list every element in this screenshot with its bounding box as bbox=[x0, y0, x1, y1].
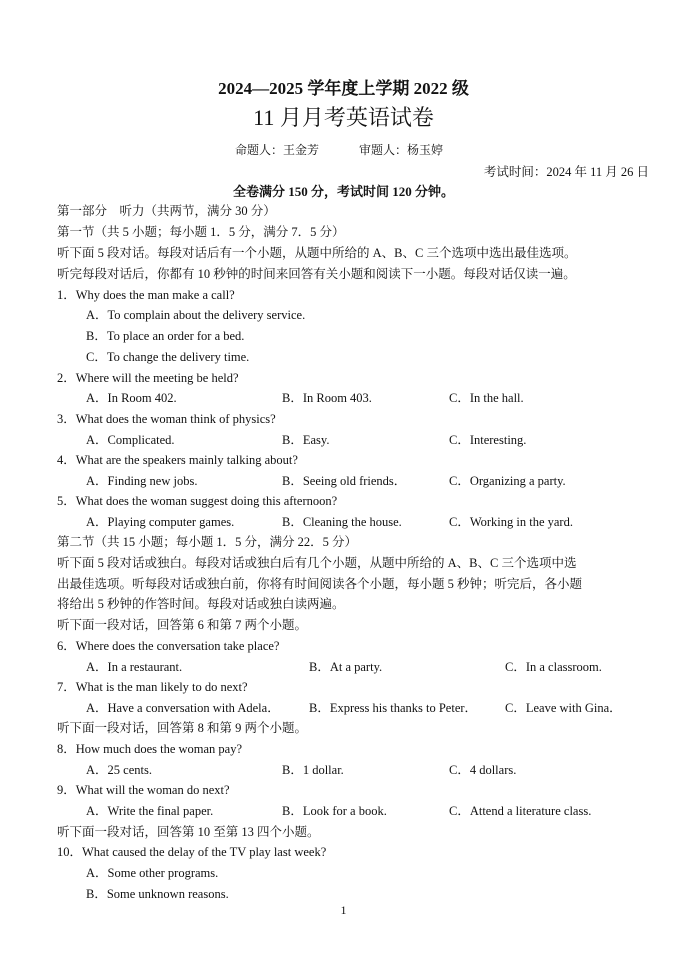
question-10: 10．What caused the delay of the TV play last week? bbox=[57, 845, 327, 859]
q10-option-b: B．Some unknown reasons. bbox=[86, 887, 229, 901]
q5-option-a: A．Playing computer games. bbox=[86, 515, 235, 529]
setter: 命题人：王金芳 bbox=[235, 143, 320, 157]
q9-option-a: A．Write the final paper. bbox=[86, 804, 214, 818]
group-instruction: 听下面一段对话，回答第 10 至第 13 四个小题。 bbox=[57, 825, 320, 839]
section-heading: 第二节（共 15 小题；每小题 1．5 分，满分 22．5 分） bbox=[57, 535, 358, 549]
q2-option-a: A．In Room 402. bbox=[86, 391, 177, 405]
q1-option-a: A．To complain about the delivery service. bbox=[86, 308, 306, 322]
q8-option-a: A．25 cents. bbox=[86, 763, 152, 777]
instructions-line: 听完每段对话后，你都有 10 秒钟的时间来回答有关小题和阅读下一小题。每段对话仅读一遍。 bbox=[57, 267, 576, 281]
q3-option-c: C．Interesting. bbox=[449, 433, 527, 447]
q9-option-c: C．Attend a literature class. bbox=[449, 804, 592, 818]
q1-option-b: B．To place an order for a bed. bbox=[86, 329, 245, 343]
instructions-line: 听下面 5 段对话或独白。每段对话或独白后有几个小题，从题中所给的 A、B、C 三个选项中选 bbox=[57, 556, 577, 570]
group-instruction: 听下面一段对话，回答第 6 和第 7 两个小题。 bbox=[57, 618, 308, 632]
full-score-note: 全卷满分 150 分，考试时间 120 分钟。 bbox=[232, 184, 454, 199]
question-3: 3．What does the woman think of physics? bbox=[57, 412, 276, 426]
section-heading: 第一节（共 5 小题；每小题 1．5 分，满分 7．5 分） bbox=[57, 225, 345, 239]
part-heading: 第一部分 听力（共两节，满分 30 分） bbox=[57, 204, 276, 218]
q9-option-b: B．Look for a book. bbox=[282, 804, 387, 818]
q4-option-a: A．Finding new jobs. bbox=[86, 474, 198, 488]
q6-option-b: B．At a party. bbox=[309, 660, 383, 674]
question-7: 7．What is the man likely to do next? bbox=[57, 680, 248, 694]
question-4: 4．What are the speakers mainly talking about? bbox=[57, 453, 298, 467]
q7-option-c: C．Leave with Gina． bbox=[505, 701, 622, 715]
question-8: 8．How much does the woman pay? bbox=[57, 742, 243, 756]
instructions-line: 出最佳选项。听每段对话或独白前，你将有时间阅读各个小题，每小题 5 秒钟；听完后，各小题 bbox=[57, 577, 583, 591]
q2-option-b: B．In Room 403. bbox=[282, 391, 372, 405]
q8-option-c: C．4 dollars. bbox=[449, 763, 517, 777]
question-2: 2．Where will the meeting be held? bbox=[57, 371, 239, 385]
question-9: 9．What will the woman do next? bbox=[57, 783, 230, 797]
reviewer: 审题人：杨玉婷 bbox=[359, 143, 444, 157]
q6-option-c: C．In a classroom. bbox=[505, 660, 602, 674]
q8-option-b: B．1 dollar. bbox=[282, 763, 344, 777]
q1-option-c: C．To change the delivery time. bbox=[86, 350, 250, 364]
group-instruction: 听下面一段对话，回答第 8 和第 9 两个小题。 bbox=[57, 721, 308, 735]
title-line-1: 2024—2025 学年度上学期 2022 级 bbox=[218, 79, 469, 98]
exam-date: 考试时间：2024 年 11 月 26 日 bbox=[483, 165, 649, 179]
authors-line bbox=[235, 141, 443, 158]
q10-option-a: A．Some other programs. bbox=[86, 866, 219, 880]
q6-option-a: A．In a restaurant. bbox=[86, 660, 183, 674]
q5-option-b: B．Cleaning the house. bbox=[282, 515, 402, 529]
question-1: 1．Why does the man make a call? bbox=[57, 288, 235, 302]
instructions-line: 听下面 5 段对话。每段对话后有一个小题，从题中所给的 A、B、C 三个选项中选出最佳选项。 bbox=[57, 246, 577, 260]
title-line-2: 11 月月考英语试卷 bbox=[253, 105, 434, 130]
q2-option-c: C．In the hall. bbox=[449, 391, 524, 405]
instructions-line: 将给出 5 秒钟的作答时间。每段对话或独白读两遍。 bbox=[57, 597, 345, 611]
q3-option-b: B．Easy. bbox=[282, 433, 330, 447]
page-number: 1 bbox=[340, 903, 347, 917]
question-6: 6．Where does the conversation take place? bbox=[57, 639, 280, 653]
q7-option-a: A．Have a conversation with Adela． bbox=[86, 701, 280, 715]
q3-option-a: A．Complicated. bbox=[86, 433, 175, 447]
question-5: 5．What does the woman suggest doing this afternoon? bbox=[57, 494, 338, 508]
q7-option-b: B．Express his thanks to Peter． bbox=[309, 701, 478, 715]
q4-option-c: C．Organizing a party. bbox=[449, 474, 566, 488]
q5-option-c: C．Working in the yard. bbox=[449, 515, 573, 529]
q4-option-b: B．Seeing old friends． bbox=[282, 474, 407, 488]
